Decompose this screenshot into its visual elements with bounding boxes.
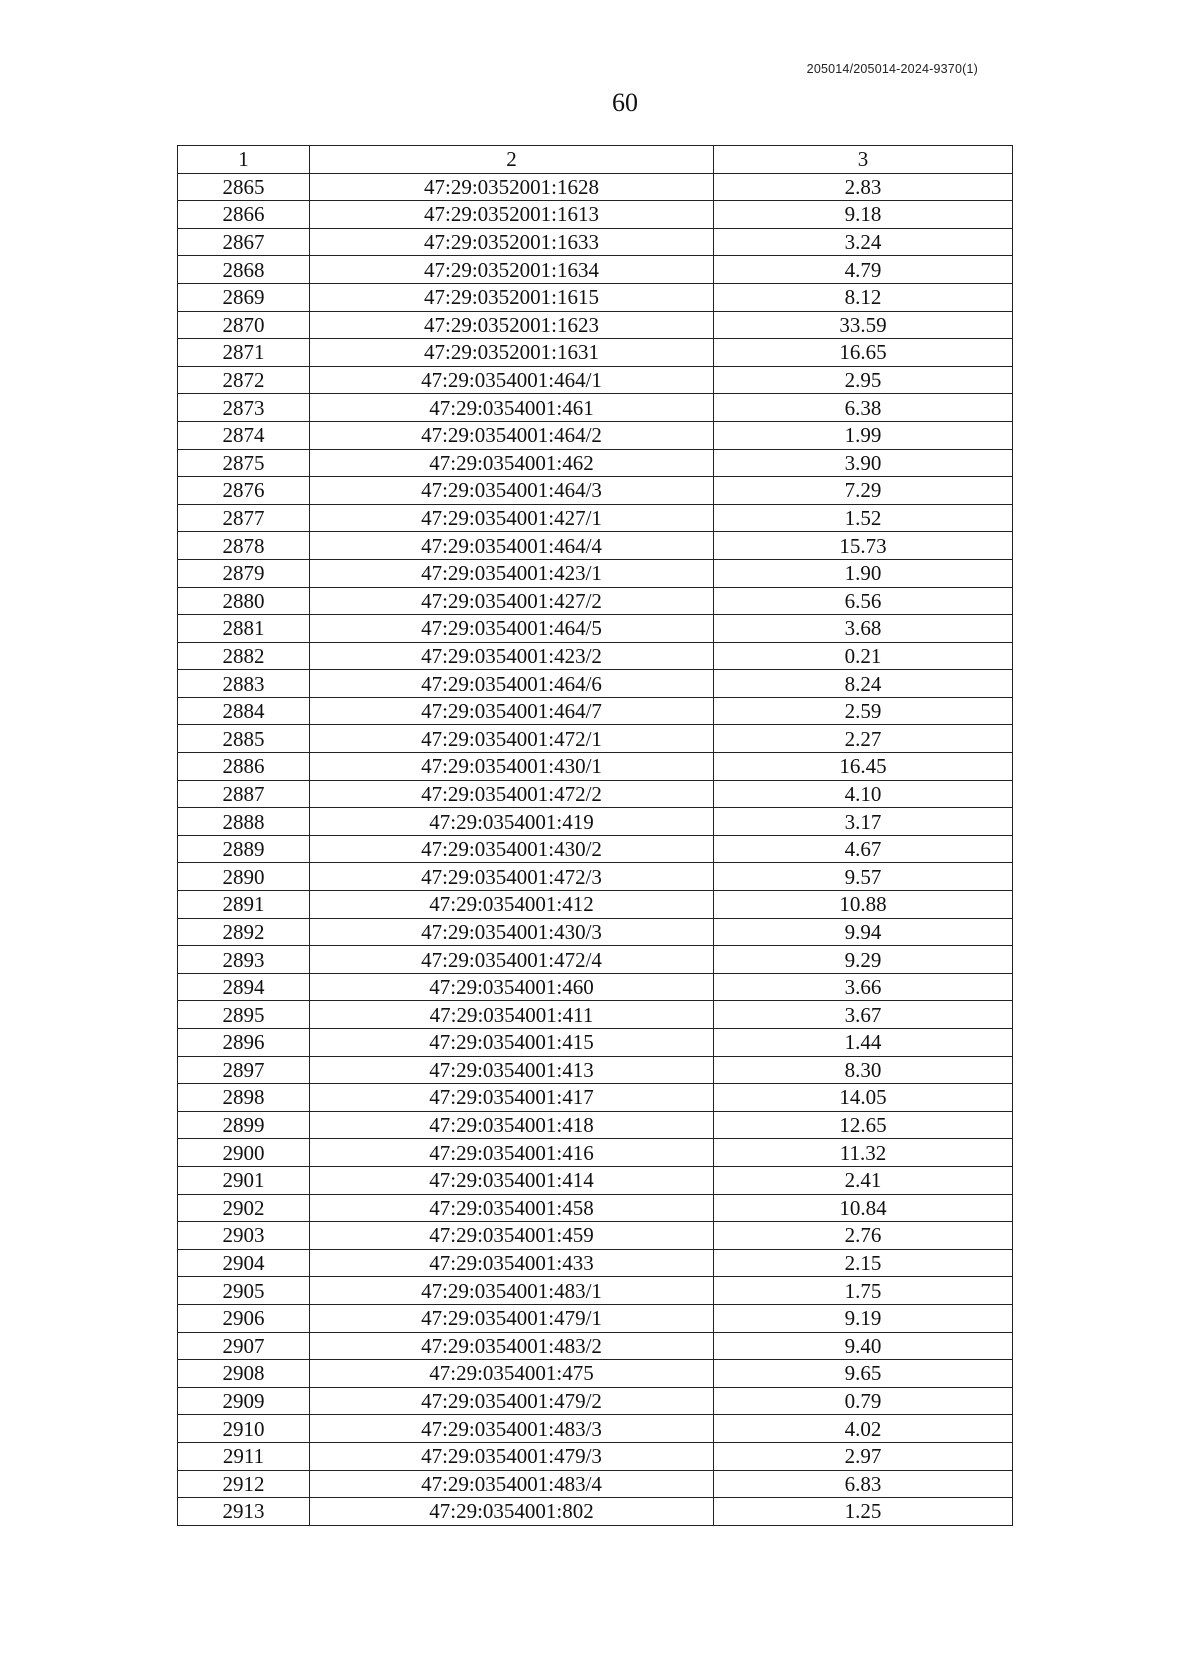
table-row bbox=[178, 587, 1013, 615]
table-row bbox=[178, 697, 1013, 725]
row-number-cell: 2873 bbox=[178, 394, 310, 422]
table-row bbox=[178, 504, 1013, 532]
document-id: 205014/205014-2024-9370(1) bbox=[806, 62, 978, 76]
row-number-cell: 2899 bbox=[178, 1111, 310, 1139]
value-cell: 6.38 bbox=[714, 394, 1013, 422]
value-cell: 2.15 bbox=[714, 1249, 1013, 1277]
table-row bbox=[178, 201, 1013, 229]
value-cell: 9.57 bbox=[714, 863, 1013, 891]
cadastral-number-cell: 47:29:0354001:460 bbox=[310, 973, 714, 1001]
value-cell: 14.05 bbox=[714, 1084, 1013, 1112]
cadastral-number-cell: 47:29:0354001:464/4 bbox=[310, 532, 714, 560]
value-cell: 3.24 bbox=[714, 228, 1013, 256]
cadastral-number-cell: 47:29:0354001:427/2 bbox=[310, 587, 714, 615]
table-row bbox=[178, 394, 1013, 422]
table-row bbox=[178, 532, 1013, 560]
table-row bbox=[178, 1056, 1013, 1084]
row-number-cell: 2887 bbox=[178, 780, 310, 808]
value-cell: 6.56 bbox=[714, 587, 1013, 615]
value-cell: 9.65 bbox=[714, 1360, 1013, 1388]
value-cell: 12.65 bbox=[714, 1111, 1013, 1139]
cadastral-number-cell: 47:29:0354001:464/5 bbox=[310, 615, 714, 643]
row-number-cell: 2888 bbox=[178, 808, 310, 836]
cadastral-number-cell: 47:29:0354001:483/3 bbox=[310, 1415, 714, 1443]
cadastral-number-cell: 47:29:0354001:411 bbox=[310, 1001, 714, 1029]
value-cell: 3.68 bbox=[714, 615, 1013, 643]
table-row bbox=[178, 808, 1013, 836]
row-number-cell: 2880 bbox=[178, 587, 310, 615]
value-cell: 3.67 bbox=[714, 1001, 1013, 1029]
value-cell: 9.40 bbox=[714, 1332, 1013, 1360]
value-cell: 8.24 bbox=[714, 670, 1013, 698]
cadastral-number-cell: 47:29:0354001:464/3 bbox=[310, 477, 714, 505]
value-cell: 9.18 bbox=[714, 201, 1013, 229]
row-number-cell: 2910 bbox=[178, 1415, 310, 1443]
value-cell: 10.88 bbox=[714, 891, 1013, 919]
row-number-cell: 2900 bbox=[178, 1139, 310, 1167]
table-row bbox=[178, 1001, 1013, 1029]
value-cell: 4.67 bbox=[714, 835, 1013, 863]
value-cell: 1.44 bbox=[714, 1029, 1013, 1057]
table-row bbox=[178, 891, 1013, 919]
value-cell: 16.45 bbox=[714, 753, 1013, 781]
cadastral-number-cell: 47:29:0354001:423/2 bbox=[310, 642, 714, 670]
cadastral-number-cell: 47:29:0352001:1628 bbox=[310, 173, 714, 201]
cadastral-number-cell: 47:29:0354001:416 bbox=[310, 1139, 714, 1167]
cadastral-number-cell: 47:29:0354001:433 bbox=[310, 1249, 714, 1277]
row-number-cell: 2912 bbox=[178, 1470, 310, 1498]
table-row bbox=[178, 863, 1013, 891]
cadastral-number-cell: 47:29:0354001:430/1 bbox=[310, 753, 714, 781]
value-cell: 9.19 bbox=[714, 1304, 1013, 1332]
value-cell: 3.90 bbox=[714, 449, 1013, 477]
row-number-cell: 2881 bbox=[178, 615, 310, 643]
row-number-cell: 2908 bbox=[178, 1360, 310, 1388]
table-row bbox=[178, 642, 1013, 670]
table-body bbox=[178, 173, 1013, 1525]
value-cell: 1.25 bbox=[714, 1498, 1013, 1526]
table-row bbox=[178, 753, 1013, 781]
value-cell: 1.52 bbox=[714, 504, 1013, 532]
row-number-cell: 2879 bbox=[178, 559, 310, 587]
table-row bbox=[178, 1442, 1013, 1470]
cadastral-number-cell: 47:29:0354001:413 bbox=[310, 1056, 714, 1084]
table-row bbox=[178, 946, 1013, 974]
row-number-cell: 2885 bbox=[178, 725, 310, 753]
cadastral-number-cell: 47:29:0352001:1631 bbox=[310, 339, 714, 367]
value-cell: 2.27 bbox=[714, 725, 1013, 753]
table-row bbox=[178, 1360, 1013, 1388]
table-row bbox=[178, 670, 1013, 698]
cadastral-number-cell: 47:29:0354001:423/1 bbox=[310, 559, 714, 587]
value-cell: 9.94 bbox=[714, 918, 1013, 946]
cadastral-number-cell: 47:29:0354001:472/4 bbox=[310, 946, 714, 974]
row-number-cell: 2865 bbox=[178, 173, 310, 201]
row-number-cell: 2874 bbox=[178, 421, 310, 449]
table-row bbox=[178, 477, 1013, 505]
row-number-cell: 2871 bbox=[178, 339, 310, 367]
row-number-cell: 2904 bbox=[178, 1249, 310, 1277]
row-number-cell: 2876 bbox=[178, 477, 310, 505]
table-row bbox=[178, 1139, 1013, 1167]
row-number-cell: 2883 bbox=[178, 670, 310, 698]
value-cell: 7.29 bbox=[714, 477, 1013, 505]
cadastral-number-cell: 47:29:0354001:419 bbox=[310, 808, 714, 836]
value-cell: 16.65 bbox=[714, 339, 1013, 367]
row-number-cell: 2878 bbox=[178, 532, 310, 560]
cadastral-number-cell: 47:29:0354001:459 bbox=[310, 1222, 714, 1250]
cadastral-number-cell: 47:29:0354001:475 bbox=[310, 1360, 714, 1388]
row-number-cell: 2889 bbox=[178, 835, 310, 863]
table-row bbox=[178, 780, 1013, 808]
value-cell: 2.83 bbox=[714, 173, 1013, 201]
value-cell: 3.17 bbox=[714, 808, 1013, 836]
row-number-cell: 2893 bbox=[178, 946, 310, 974]
cadastral-number-cell: 47:29:0352001:1634 bbox=[310, 256, 714, 284]
table-row bbox=[178, 366, 1013, 394]
row-number-cell: 2866 bbox=[178, 201, 310, 229]
row-number-cell: 2875 bbox=[178, 449, 310, 477]
table-row bbox=[178, 835, 1013, 863]
table-row bbox=[178, 918, 1013, 946]
value-cell: 3.66 bbox=[714, 973, 1013, 1001]
cadastral-number-cell: 47:29:0354001:472/3 bbox=[310, 863, 714, 891]
data-table bbox=[177, 145, 1013, 1526]
cadastral-number-cell: 47:29:0354001:479/1 bbox=[310, 1304, 714, 1332]
table-row bbox=[178, 283, 1013, 311]
table-row bbox=[178, 339, 1013, 367]
cadastral-number-cell: 47:29:0354001:430/3 bbox=[310, 918, 714, 946]
value-cell: 11.32 bbox=[714, 1139, 1013, 1167]
page-number: 60 bbox=[612, 88, 638, 117]
column-header-2: 2 bbox=[310, 146, 714, 174]
table-row bbox=[178, 1111, 1013, 1139]
row-number-cell: 2867 bbox=[178, 228, 310, 256]
table-row bbox=[178, 1222, 1013, 1250]
cadastral-number-cell: 47:29:0354001:461 bbox=[310, 394, 714, 422]
table-header-row bbox=[178, 146, 1013, 174]
table-row bbox=[178, 173, 1013, 201]
row-number-cell: 2903 bbox=[178, 1222, 310, 1250]
row-number-cell: 2886 bbox=[178, 753, 310, 781]
table-row bbox=[178, 1332, 1013, 1360]
cadastral-number-cell: 47:29:0354001:412 bbox=[310, 891, 714, 919]
row-number-cell: 2896 bbox=[178, 1029, 310, 1057]
cadastral-number-cell: 47:29:0354001:417 bbox=[310, 1084, 714, 1112]
table-row bbox=[178, 1249, 1013, 1277]
cadastral-number-cell: 47:29:0354001:483/1 bbox=[310, 1277, 714, 1305]
row-number-cell: 2877 bbox=[178, 504, 310, 532]
value-cell: 4.79 bbox=[714, 256, 1013, 284]
value-cell: 1.90 bbox=[714, 559, 1013, 587]
table-row bbox=[178, 973, 1013, 1001]
value-cell: 2.95 bbox=[714, 366, 1013, 394]
table-row bbox=[178, 311, 1013, 339]
row-number-cell: 2905 bbox=[178, 1277, 310, 1305]
cadastral-number-cell: 47:29:0354001:479/3 bbox=[310, 1442, 714, 1470]
table-row bbox=[178, 256, 1013, 284]
value-cell: 0.79 bbox=[714, 1387, 1013, 1415]
table-header bbox=[178, 146, 1013, 174]
table-row bbox=[178, 421, 1013, 449]
row-number-cell: 2882 bbox=[178, 642, 310, 670]
cadastral-number-cell: 47:29:0354001:415 bbox=[310, 1029, 714, 1057]
table-row bbox=[178, 1084, 1013, 1112]
cadastral-number-cell: 47:29:0352001:1623 bbox=[310, 311, 714, 339]
table-row bbox=[178, 449, 1013, 477]
cadastral-number-cell: 47:29:0354001:802 bbox=[310, 1498, 714, 1526]
table-row bbox=[178, 1166, 1013, 1194]
cadastral-number-cell: 47:29:0354001:458 bbox=[310, 1194, 714, 1222]
value-cell: 2.97 bbox=[714, 1442, 1013, 1470]
row-number-cell: 2907 bbox=[178, 1332, 310, 1360]
cadastral-number-cell: 47:29:0354001:464/1 bbox=[310, 366, 714, 394]
cadastral-number-cell: 47:29:0352001:1633 bbox=[310, 228, 714, 256]
value-cell: 15.73 bbox=[714, 532, 1013, 560]
row-number-cell: 2902 bbox=[178, 1194, 310, 1222]
cadastral-number-cell: 47:29:0352001:1615 bbox=[310, 283, 714, 311]
value-cell: 2.76 bbox=[714, 1222, 1013, 1250]
cadastral-number-cell: 47:29:0354001:414 bbox=[310, 1166, 714, 1194]
cadastral-number-cell: 47:29:0354001:464/2 bbox=[310, 421, 714, 449]
cadastral-number-cell: 47:29:0354001:418 bbox=[310, 1111, 714, 1139]
value-cell: 0.21 bbox=[714, 642, 1013, 670]
table-row bbox=[178, 1415, 1013, 1443]
row-number-cell: 2884 bbox=[178, 697, 310, 725]
table-row bbox=[178, 1387, 1013, 1415]
cadastral-number-cell: 47:29:0354001:483/2 bbox=[310, 1332, 714, 1360]
row-number-cell: 2869 bbox=[178, 283, 310, 311]
table-row bbox=[178, 1304, 1013, 1332]
value-cell: 4.02 bbox=[714, 1415, 1013, 1443]
value-cell: 4.10 bbox=[714, 780, 1013, 808]
table-row bbox=[178, 1029, 1013, 1057]
value-cell: 1.99 bbox=[714, 421, 1013, 449]
row-number-cell: 2898 bbox=[178, 1084, 310, 1112]
row-number-cell: 2913 bbox=[178, 1498, 310, 1526]
row-number-cell: 2911 bbox=[178, 1442, 310, 1470]
row-number-cell: 2895 bbox=[178, 1001, 310, 1029]
cadastral-number-cell: 47:29:0354001:464/7 bbox=[310, 697, 714, 725]
row-number-cell: 2891 bbox=[178, 891, 310, 919]
cadastral-number-cell: 47:29:0354001:464/6 bbox=[310, 670, 714, 698]
cadastral-number-cell: 47:29:0354001:472/2 bbox=[310, 780, 714, 808]
column-header-1: 1 bbox=[178, 146, 310, 174]
value-cell: 10.84 bbox=[714, 1194, 1013, 1222]
table-row bbox=[178, 1470, 1013, 1498]
table-row bbox=[178, 228, 1013, 256]
row-number-cell: 2870 bbox=[178, 311, 310, 339]
value-cell: 8.12 bbox=[714, 283, 1013, 311]
value-cell: 2.59 bbox=[714, 697, 1013, 725]
value-cell: 2.41 bbox=[714, 1166, 1013, 1194]
row-number-cell: 2868 bbox=[178, 256, 310, 284]
cadastral-number-cell: 47:29:0354001:430/2 bbox=[310, 835, 714, 863]
table-row bbox=[178, 615, 1013, 643]
cadastral-number-cell: 47:29:0352001:1613 bbox=[310, 201, 714, 229]
value-cell: 9.29 bbox=[714, 946, 1013, 974]
row-number-cell: 2894 bbox=[178, 973, 310, 1001]
cadastral-number-cell: 47:29:0354001:472/1 bbox=[310, 725, 714, 753]
value-cell: 1.75 bbox=[714, 1277, 1013, 1305]
cadastral-number-cell: 47:29:0354001:427/1 bbox=[310, 504, 714, 532]
row-number-cell: 2901 bbox=[178, 1166, 310, 1194]
row-number-cell: 2890 bbox=[178, 863, 310, 891]
row-number-cell: 2897 bbox=[178, 1056, 310, 1084]
cadastral-number-cell: 47:29:0354001:462 bbox=[310, 449, 714, 477]
table-row bbox=[178, 1498, 1013, 1526]
row-number-cell: 2909 bbox=[178, 1387, 310, 1415]
row-number-cell: 2872 bbox=[178, 366, 310, 394]
column-header-3: 3 bbox=[714, 146, 1013, 174]
value-cell: 6.83 bbox=[714, 1470, 1013, 1498]
table-row bbox=[178, 559, 1013, 587]
value-cell: 33.59 bbox=[714, 311, 1013, 339]
value-cell: 8.30 bbox=[714, 1056, 1013, 1084]
table-row bbox=[178, 725, 1013, 753]
table-row bbox=[178, 1194, 1013, 1222]
cadastral-number-cell: 47:29:0354001:479/2 bbox=[310, 1387, 714, 1415]
table-row bbox=[178, 1277, 1013, 1305]
row-number-cell: 2892 bbox=[178, 918, 310, 946]
cadastral-number-cell: 47:29:0354001:483/4 bbox=[310, 1470, 714, 1498]
row-number-cell: 2906 bbox=[178, 1304, 310, 1332]
